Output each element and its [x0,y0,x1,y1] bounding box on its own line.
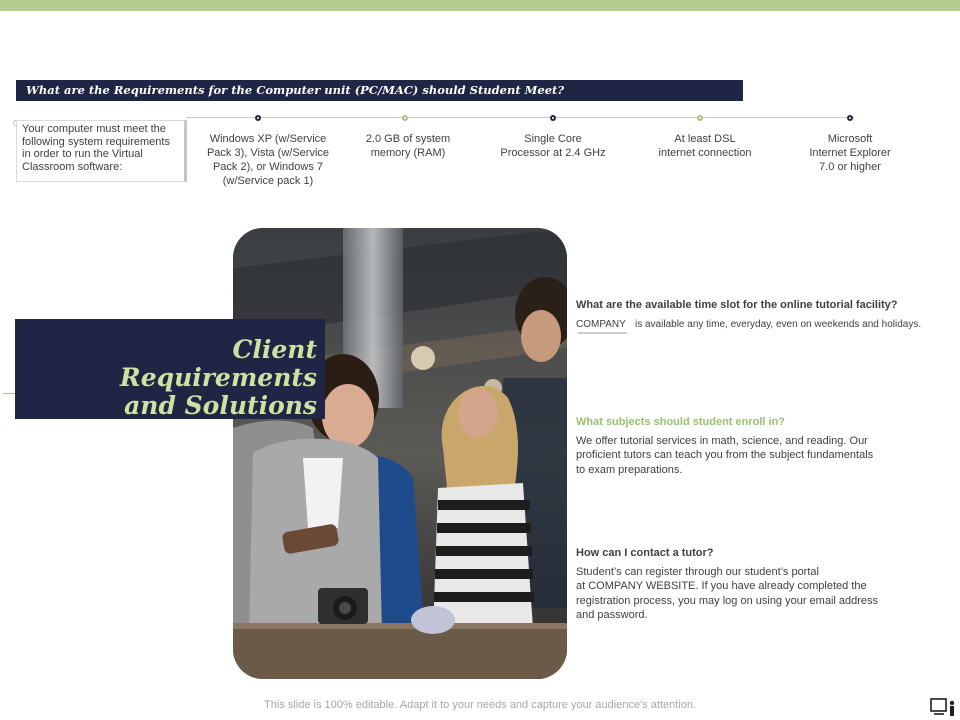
slide-title-line-2: and Solutions [124,391,317,420]
requirement-os [190,132,346,188]
requirement-line: Windows XP (w/Service [209,133,327,145]
requirement-line: internet connection [658,147,752,159]
faq-answer-time-slot: is available any time, everyday, even on weekends and holidays. [635,319,922,330]
requirement-line: At least DSL [674,133,736,145]
title-banner [15,319,325,419]
faq-answer-line: proficient tutors can teach you from the subject fundamentals [576,449,874,462]
intro-text-box [16,120,187,182]
requirement-line: Microsoft [827,133,873,145]
faq-question-time-slot: What are the available time slot for the online tutorial facility? [576,299,898,311]
faq-answer-line: registration process, you may log on using your email address [576,594,879,607]
requirement-browser [790,132,910,174]
faq-answer-line: at COMPANY WEBSITE. If you have already completed the [576,580,867,593]
photo-illustration [233,228,567,679]
requirement-line: Internet Explorer [809,147,891,159]
timeline-dot-4 [697,115,703,121]
requirement-internet [636,132,774,160]
faq-answer-line: Student’s can register through our student’s portal [576,566,819,578]
company-underline [578,332,627,334]
requirement-line: (w/Service pack 1) [222,175,314,187]
faq-answer-subjects [576,434,916,477]
requirement-processor [483,132,623,160]
timeline-line [186,117,854,118]
slide-title-line-1: Client Requirements [119,335,317,392]
faq-question-contact: How can I contact a tutor? [576,547,714,559]
timeline-dot-2 [402,115,408,121]
requirement-line: 2.0 GB of system [365,133,451,145]
timeline-dot-5 [847,115,853,121]
requirement-line: 7.0 or higher [819,161,881,173]
requirement-line: Pack 3), Vista (w/Service [206,147,330,159]
requirement-memory [340,132,476,160]
requirement-line: Single Core [524,133,582,145]
team-meeting-photo [233,228,567,679]
intro-line: Your computer must meet the [22,123,166,135]
timeline-dot-3 [550,115,556,121]
requirement-line: memory (RAM) [370,147,446,159]
company-name-placeholder: COMPANY [576,319,626,330]
requirement-line: Processor at 2.4 GHz [500,147,606,159]
requirements-question-bar: What are the Requirements for the Computer unit (PC/MAC) should Student Meet? [16,80,743,101]
faq-answer-line: and password. [576,608,648,621]
faq-answer-line: We offer tutorial services in math, science, and reading. Our [576,435,868,447]
faq-question-subjects: What subjects should student enroll in? [576,416,786,428]
intro-line: in order to run the Virtual [22,148,143,160]
top-accent-bar [0,0,960,11]
intro-line: following system requirements [22,135,170,148]
requirement-line: Pack 2), or Windows 7 [212,161,324,173]
faq-answer-line: to exam preparations. [576,463,683,476]
footer-note: This slide is 100% editable. Adapt it to your needs and capture your audience's attention. [264,699,696,711]
faq-answer-contact [576,565,916,622]
timeline-dot-1 [255,115,261,121]
intro-line: Classroom software: [22,160,123,173]
presenter-screen-icon [930,697,958,717]
slide-title [27,336,317,420]
